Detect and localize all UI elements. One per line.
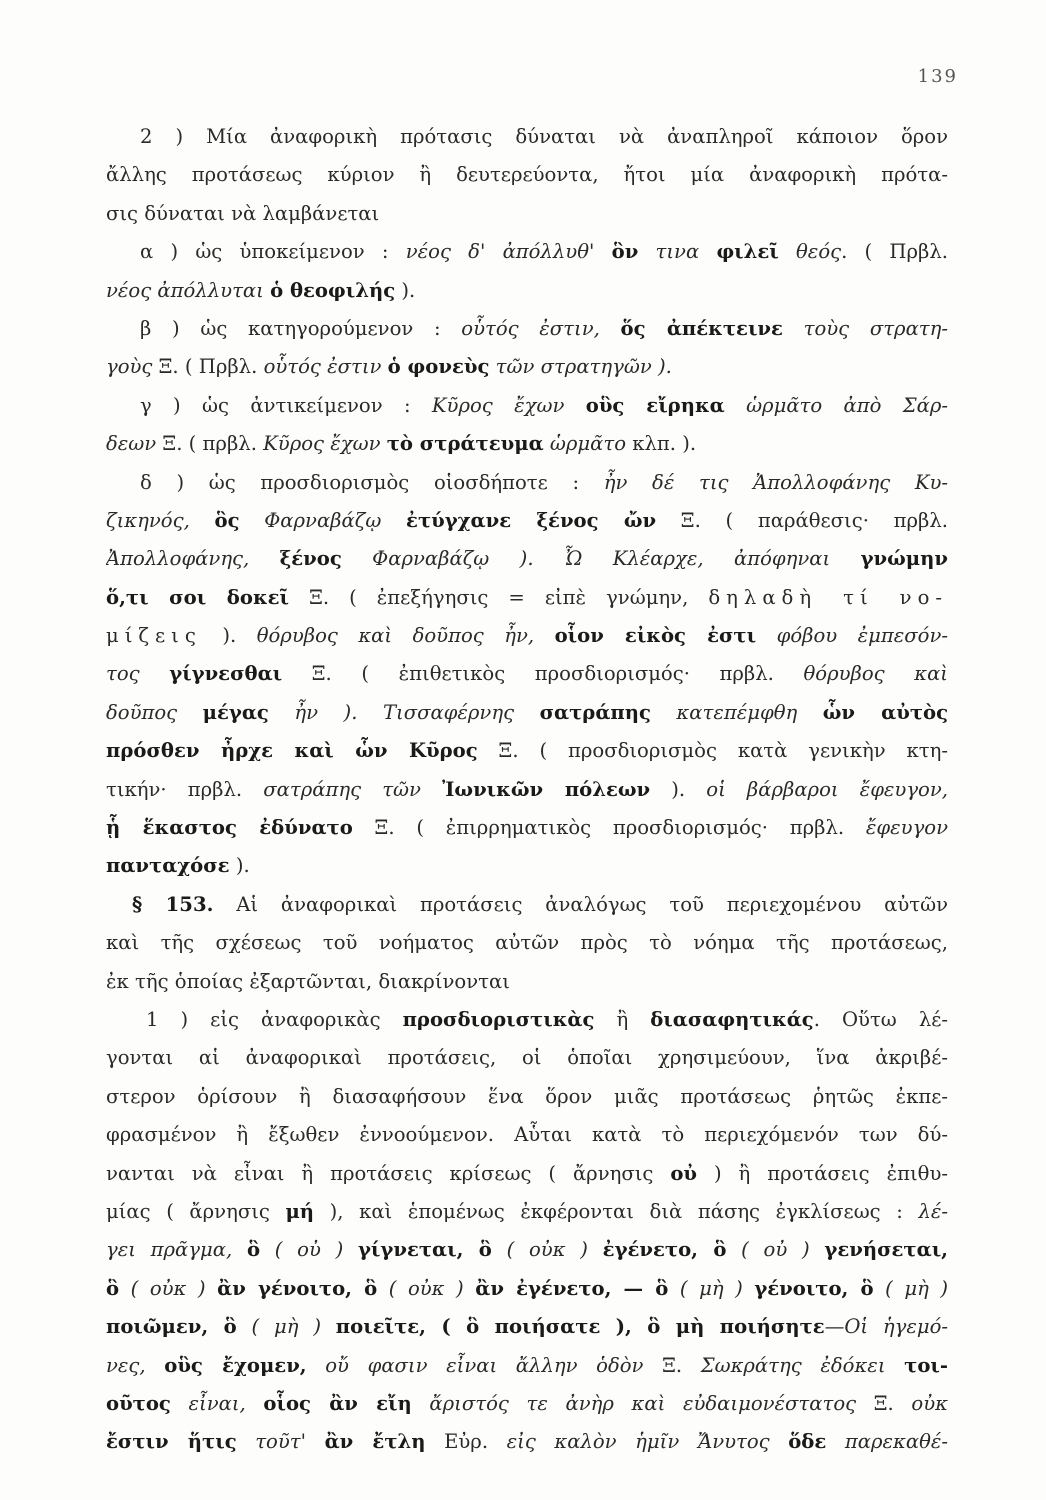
text-segment: ἄλλης προτάσεως κύριον ἢ δευτερεύοντα, ἤτοι μία ἀναφορικὴ πρότα- <box>106 163 948 187</box>
text-segment: θόρυβος καὶ δοῦπος ἦν, <box>256 624 555 648</box>
text-segment: καὶ τῆς σχέσεως τοῦ νοήματος αὐτῶν πρὸς τὸ νόημα τῆς προτάσεως, <box>106 931 948 955</box>
text-line <box>106 1270 948 1308</box>
text-segment: οἷος ἂν εἴη <box>263 1391 412 1415</box>
text-line <box>106 310 948 348</box>
text-segment: σατράπης τῶν <box>263 777 443 801</box>
text-segment: ( μὴ ) <box>236 1315 336 1339</box>
text-line <box>106 694 948 732</box>
text-segment: . ( Πρβλ. <box>841 240 948 264</box>
text-segment: τοὺς στρατη- <box>782 316 948 340</box>
text-segment: πρόσθεν ἦρχε καὶ ὧν Κῦρος <box>106 739 478 763</box>
text-segment: ( μὴ ) <box>668 1276 755 1300</box>
text-line <box>106 540 948 578</box>
text-segment: ἐκ τῆς ὁποίας ἐξαρτῶνται, διακρίνονται <box>106 969 510 993</box>
text-segment: τος <box>106 662 170 686</box>
text-line <box>106 1385 948 1423</box>
text-segment: Ξ. <box>643 1353 701 1377</box>
text-segment: εἶναι, <box>170 1391 264 1415</box>
text-segment: Σωκράτης ἐδόκει <box>700 1353 905 1377</box>
text-segment: γενήσεται, <box>824 1238 948 1262</box>
text-segment: ξένος <box>279 547 342 571</box>
text-segment: οἱ βάρβαροι ἔφευγον, <box>706 777 948 801</box>
text-segment: ὁ θεοφιλής <box>270 278 396 302</box>
text-line <box>106 1193 948 1231</box>
text-segment: οὗτός ἐστιν, <box>461 316 621 340</box>
text-segment: φρασμένον ἢ ἔξωθεν ἐννοούμενον. Αὗται κατὰ τὸ περιεχόμενόν των δύ- <box>106 1123 948 1147</box>
text-segment: μέγας <box>202 700 269 724</box>
text-segment: κατεπέμφθη <box>650 700 823 724</box>
text-segment: γοὺς <box>106 355 153 379</box>
text-segment: πανταχόσε <box>106 854 230 878</box>
text-line <box>106 1347 948 1385</box>
text-line <box>106 1155 948 1193</box>
text-segment: φόβου ἐμπεσόν- <box>756 624 948 648</box>
text-segment: Εὐρ. <box>425 1430 507 1454</box>
text-segment: α ) ὡς ὑποκείμενον : <box>140 240 406 264</box>
text-line <box>106 195 948 233</box>
text-line <box>106 1039 948 1077</box>
text-segment: σις δύναται νὰ λαμβάνεται <box>106 201 380 225</box>
text-segment: ( οὐκ ) <box>491 1238 603 1262</box>
page-number: 139 <box>917 66 958 87</box>
text-segment: ποιεῖτε, ( ὃ ποιήσατε ), ὃ μὴ ποιήσητε <box>335 1315 825 1339</box>
text-segment: προσδιοριστικὰς <box>402 1007 595 1031</box>
text-line <box>106 655 948 693</box>
text-segment: διασαφητικάς <box>650 1007 814 1031</box>
text-segment: οῦτος <box>106 1391 171 1415</box>
text-segment: Φαρναβάζῳ <box>239 508 407 532</box>
text-segment: Ξ. ( Πρβλ. <box>152 355 264 379</box>
text-segment: μή <box>285 1199 315 1223</box>
text-segment: § 153. <box>132 892 214 916</box>
text-segment: ). <box>229 854 250 878</box>
text-segment: σατράπης <box>539 700 651 724</box>
text-line <box>106 502 948 540</box>
text-segment: ). <box>395 278 416 302</box>
text-line <box>106 617 948 655</box>
text-segment: γει πρᾶγμα, <box>106 1238 247 1262</box>
text-segment: ( οὐ ) <box>726 1238 825 1262</box>
text-segment: οὐκ <box>911 1391 948 1415</box>
text-segment: ἂν ἔτλη <box>324 1430 426 1454</box>
text-segment: ( οὐκ ) <box>377 1276 476 1300</box>
text-segment: τοι- <box>904 1353 948 1377</box>
text-segment: φιλεῖ <box>716 240 779 264</box>
text-segment: γίγνεσθαι <box>169 662 283 686</box>
text-segment: ). <box>201 624 257 648</box>
text-segment: ὅς ἀπέκτεινε <box>620 316 783 340</box>
text-segment: —Οἱ ἡγεμό- <box>824 1315 948 1339</box>
text-segment: ὅδε <box>788 1430 827 1454</box>
text-segment: οἷον εἰκὸς ἐστι <box>554 624 757 648</box>
text-segment: ) ἢ προτάσεις ἐπιθυ- <box>697 1161 948 1185</box>
text-segment: νέος ἀπόλλυται <box>106 278 271 302</box>
text-segment: γονται αἱ ἀναφορικαὶ προτάσεις, οἱ ὁποῖαι χρησιμεύουν, ἵνα ἀκριβέ- <box>106 1046 948 1070</box>
text-segment: τῶν στρατηγῶν ). <box>489 355 672 379</box>
text-segment: ὃν <box>611 240 639 264</box>
text-segment: ). <box>650 777 707 801</box>
text-line <box>106 118 948 156</box>
text-segment: ὃς <box>214 508 240 532</box>
text-line <box>106 1116 948 1154</box>
text-segment: Ἰωνικῶν πόλεων <box>442 777 651 801</box>
text-segment: λέ- <box>918 1199 948 1223</box>
text-line <box>106 464 948 502</box>
text-segment: θόρυβος καὶ <box>803 662 948 686</box>
text-segment: Ξ. ( ἐπεξήγησις = εἰπὲ γνώμην, <box>289 585 709 609</box>
text-segment: Κῦρος ἔχων <box>263 432 387 456</box>
text-segment: ὡρμᾶτο <box>543 432 626 456</box>
body-text <box>106 118 948 1462</box>
text-segment: ὧν αὐτὸς <box>822 700 948 724</box>
text-line <box>106 847 948 885</box>
text-segment: ὅ,τι σοι δοκεῖ <box>106 585 290 609</box>
text-segment: ( οὐκ ) <box>119 1276 218 1300</box>
text-segment: νανται νὰ εἶναι ἢ προτάσεις κρίσεως ( ἄρνησις <box>106 1161 671 1185</box>
text-line <box>106 1308 948 1346</box>
text-line <box>106 233 948 271</box>
text-segment: δηλαδὴ τί νο- <box>708 585 948 609</box>
text-segment: ( οὐ ) <box>260 1238 358 1262</box>
text-segment: νες, <box>106 1353 165 1377</box>
text-segment: οὐ <box>670 1161 697 1185</box>
text-segment: ποιῶμεν, ὃ <box>106 1315 237 1339</box>
text-segment: 2 ) Μία ἀναφορικὴ πρότασις δύναται νὰ ἀναπληροῖ κάποιον ὅρον <box>140 125 948 148</box>
text-segment: ᾗ ἕκαστος ἐδύνατο <box>106 816 353 840</box>
text-segment: Ξ. ( ἐπιθετικὸς προσδιορισμός· πρβλ. <box>282 662 804 686</box>
text-segment: ἄριστός τε ἀνὴρ καὶ εὐδαιμονέστατος <box>411 1391 857 1415</box>
text-segment: Ξ. <box>856 1391 912 1415</box>
text-segment: ὃ <box>106 1276 120 1300</box>
text-segment: Αἱ ἀναφορικαὶ προτάσεις ἀναλόγως τοῦ περιεχομένου αὐτῶν <box>213 892 948 916</box>
text-segment: ἐγένετο, ὃ <box>602 1238 727 1262</box>
text-segment: ἐτύγχανε ξένος ὤν <box>406 508 657 532</box>
text-segment: ἔφευγον <box>865 816 948 840</box>
text-segment: οὓς εἴρηκα <box>585 393 725 417</box>
text-line <box>106 156 948 194</box>
text-segment: οὗτός ἐστιν <box>263 355 388 379</box>
text-segment: ζικηνός, <box>106 508 215 532</box>
text-segment: τικήν· πρβλ. <box>106 777 264 801</box>
text-segment: β ) ὡς κατηγορούμενον : <box>140 316 462 340</box>
text-segment: γ ) ὡς ἀντικείμενον : <box>140 393 432 417</box>
text-segment: τινα <box>638 240 717 264</box>
text-segment: γένοιτο, ὃ <box>754 1276 874 1300</box>
text-segment: γνώμην <box>860 547 948 571</box>
text-segment: τὸ στράτευμα <box>386 432 544 456</box>
text-segment: Ξ. ( πρβλ. <box>156 432 264 456</box>
text-segment: παρεκαθέ- <box>826 1430 948 1454</box>
text-segment: δοῦπος <box>106 700 203 724</box>
text-line <box>106 579 948 617</box>
text-segment: ὃ <box>246 1238 261 1262</box>
text-segment: κλπ. ). <box>626 432 697 456</box>
text-segment: θεός <box>778 240 842 264</box>
text-line <box>106 732 948 770</box>
text-line <box>106 963 948 1001</box>
text-line <box>106 348 948 386</box>
text-line <box>106 425 948 463</box>
text-segment: μίζεις <box>106 624 202 648</box>
text-segment: νέος δ' ἀπόλλυθ' <box>405 240 612 264</box>
text-line <box>106 886 948 924</box>
text-segment: ἂν γένοιτο, ὃ <box>217 1276 378 1300</box>
text-segment: ὡρμᾶτο ἀπὸ Σάρ- <box>724 393 948 417</box>
text-segment: Φαρναβάζῳ ). Ὦ Κλέαρχε, ἀπόφηναι <box>341 547 861 571</box>
text-segment: ἦν ). Τισσαφέρνης <box>268 700 540 724</box>
text-line <box>106 924 948 962</box>
text-segment: στερον ὁρίσουν ἢ διασαφήσουν ἕνα ὅρον μιᾶς προτάσεως ῥητῶς ἐκπε- <box>106 1084 948 1108</box>
text-segment: ), καὶ ἑπομένως ἐκφέρονται διὰ πάσης ἐγκλίσεως : <box>314 1199 919 1223</box>
text-line <box>106 1078 948 1116</box>
text-segment: Ξ. ( παράθεσις· πρβλ. <box>656 508 948 532</box>
text-segment: γίγνεται, ὃ <box>358 1238 492 1262</box>
text-segment: εἰς καλὸν ἡμῖν Ἄνυτος <box>506 1430 789 1454</box>
text-line <box>106 272 948 310</box>
text-segment: . Οὕτω λέ- <box>813 1007 948 1031</box>
text-segment: Ἀπολλοφάνης, <box>106 547 280 571</box>
text-line <box>106 1001 948 1039</box>
text-line <box>106 1231 948 1269</box>
text-segment: ἔστιν ἥτις <box>106 1430 237 1454</box>
text-segment: δ ) ὡς προσδιορισμὸς οἱοσδήποτε : <box>140 470 604 494</box>
text-segment: οὓς ἔχομεν, <box>164 1353 307 1377</box>
text-segment: ἢ <box>594 1007 651 1031</box>
text-segment: Ξ. ( προσδιορισμὸς κατὰ γενικὴν κτη- <box>477 739 948 763</box>
text-segment: μίας ( ἄρνησις <box>106 1199 286 1223</box>
text-line <box>106 809 948 847</box>
text-segment: Κῦρος ἔχων <box>431 393 586 417</box>
text-segment: οὔ φασιν εἶναι ἄλλην ὁδὸν <box>306 1353 644 1377</box>
text-segment: 1 ) εἰς ἀναφορικὰς <box>146 1007 403 1031</box>
text-segment: δεων <box>106 432 157 456</box>
text-line <box>106 387 948 425</box>
text-segment: τοῦτ' <box>236 1430 325 1454</box>
text-segment: ἂν ἐγένετο, — ὃ <box>475 1276 669 1300</box>
text-line <box>106 1423 948 1461</box>
text-line <box>106 771 948 809</box>
text-segment: ὁ φονεὺς <box>387 355 490 379</box>
text-segment: ( μὴ ) <box>873 1276 948 1300</box>
text-segment: Ξ. ( ἐπιρρηματικὸς προσδιορισμός· πρβλ. <box>352 816 866 840</box>
text-segment: ἦν δέ τις Ἀπολλοφάνης Κυ- <box>603 470 948 494</box>
